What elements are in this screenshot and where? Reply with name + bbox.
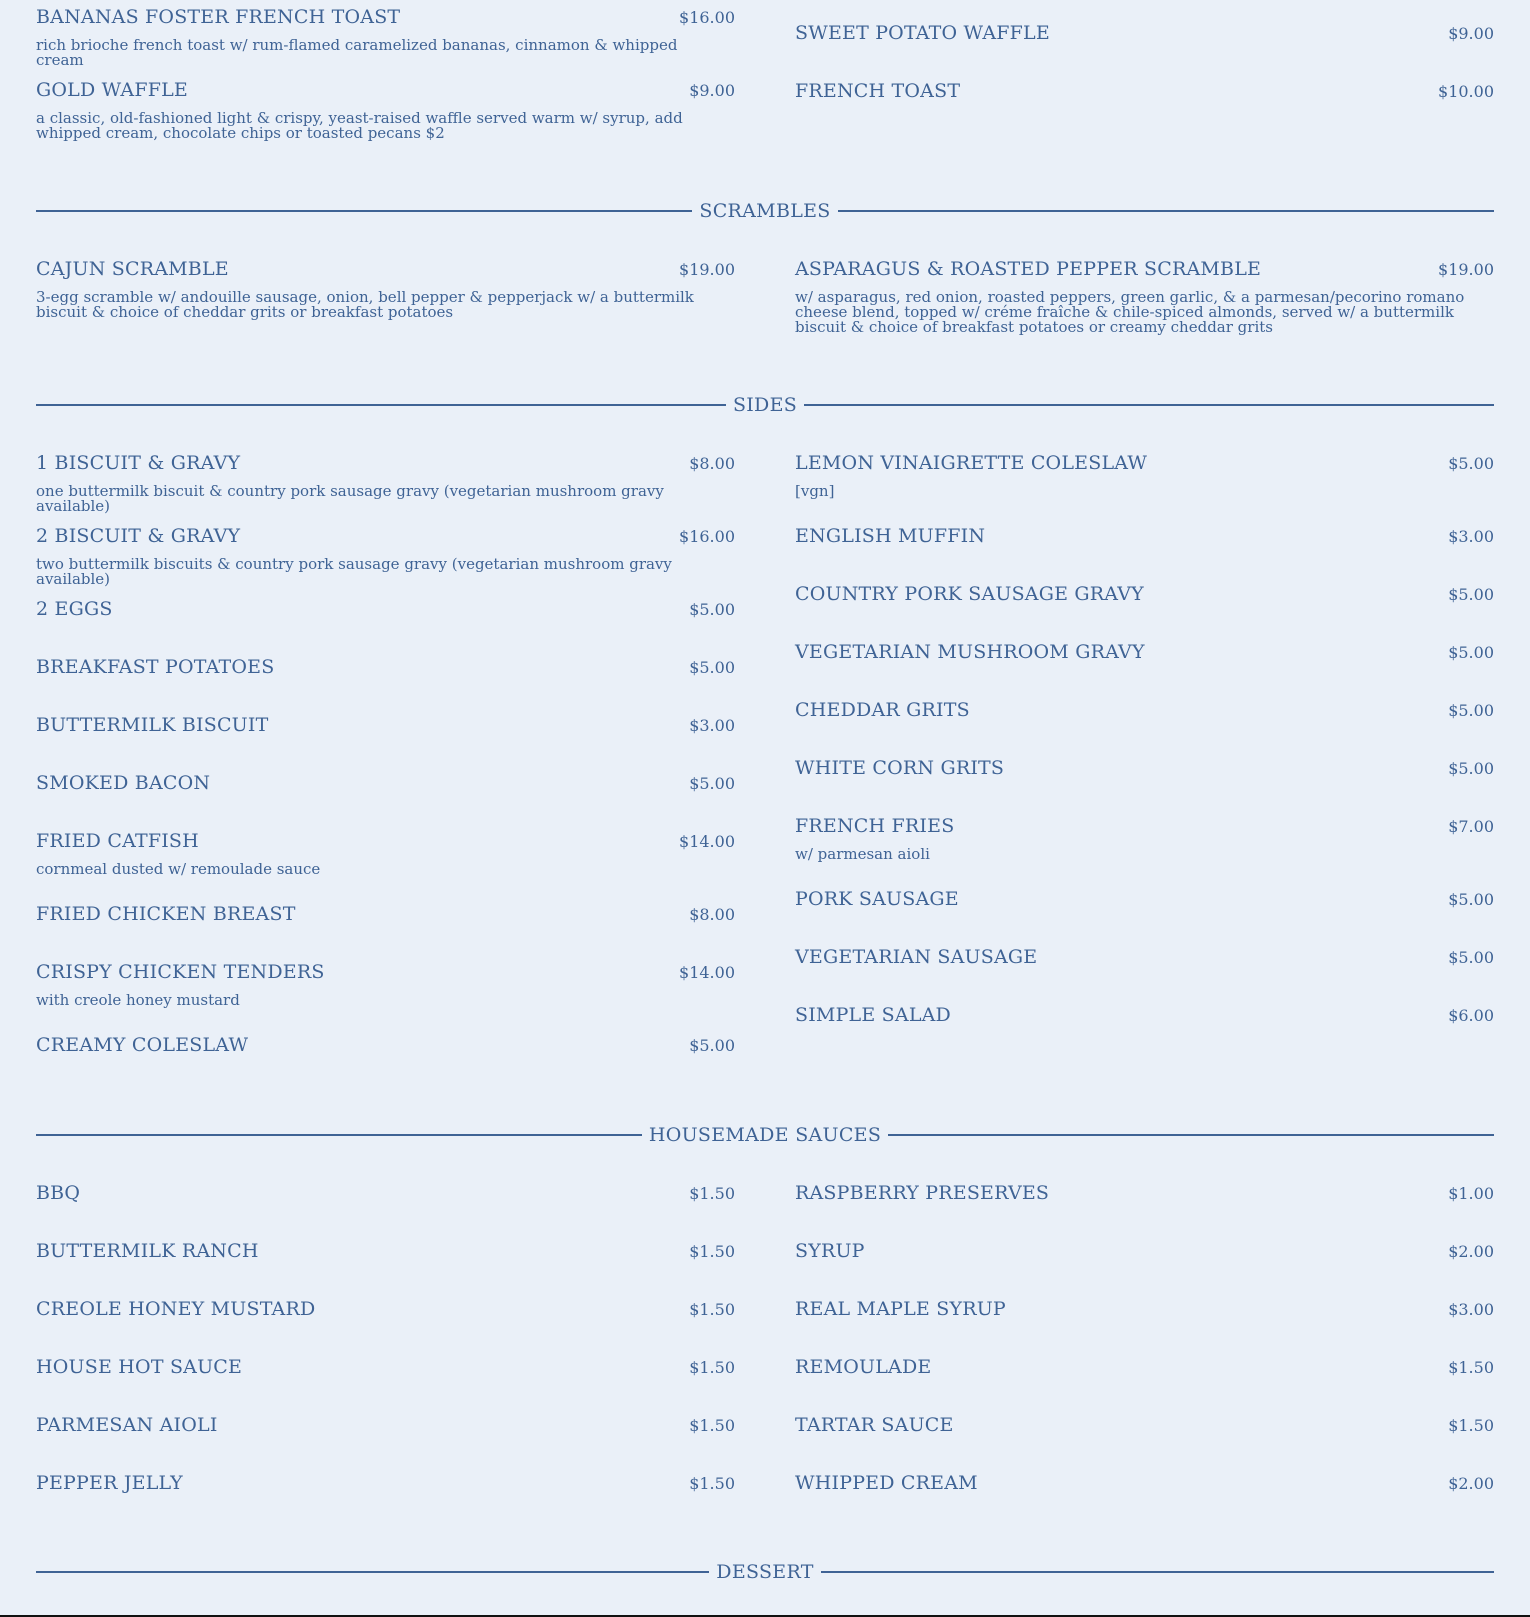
menu-item-price: $1.50 (689, 1184, 735, 1203)
divider-line (36, 404, 726, 406)
menu-item-price: $8.00 (689, 454, 735, 473)
menu-item-header (36, 1238, 735, 1265)
menu-item-name: REAL MAPLE SYRUP (795, 1298, 1006, 1320)
menu-item (36, 450, 735, 523)
menu-item-name: BBQ (36, 1182, 81, 1204)
menu-item (795, 1412, 1494, 1470)
menu-item-name: CRISPY CHICKEN TENDERS (36, 961, 325, 983)
menu-item-price: $5.00 (689, 600, 735, 619)
section-title: HOUSEMADE SAUCES (648, 1124, 882, 1146)
scrambles-section (36, 256, 1494, 359)
menu-item-name: TARTAR SAUCE (795, 1414, 954, 1436)
menu-item-header (795, 1238, 1494, 1265)
menu-item-name: ENGLISH MUFFIN (795, 525, 986, 547)
menu-item-header (36, 1032, 735, 1059)
menu-item-price: $1.00 (1448, 1184, 1494, 1203)
menu-item-name: SIMPLE SALAD (795, 1004, 951, 1026)
menu-item-header (36, 1180, 735, 1207)
menu-item-header (36, 770, 735, 797)
menu-item-price: $5.00 (1448, 701, 1494, 720)
menu-item-name: BANANAS FOSTER FRENCH TOAST (36, 6, 401, 28)
menu-item-name: GOLD WAFFLE (36, 79, 189, 101)
menu-item-name: COUNTRY PORK SAUSAGE GRAVY (795, 583, 1144, 605)
menu-item (795, 1354, 1494, 1412)
menu-item-header (36, 256, 735, 283)
section-title: SCRAMBLES (699, 200, 831, 222)
menu-item (36, 256, 735, 359)
divider-line (36, 1134, 642, 1136)
menu-item (795, 1180, 1494, 1238)
menu-item-name: WHIPPED CREAM (795, 1472, 978, 1494)
sauces-section (36, 1180, 1494, 1528)
menu-item-name: SWEET POTATO WAFFLE (795, 22, 1050, 44)
menu-item (795, 450, 1494, 523)
menu-item-description: a classic, old-fashioned light & crispy, yeast-raised waffle served warm w/ syrup, add whipped cream, chocolate chips or toasted pecans $2 (36, 109, 683, 142)
sides-right-column (795, 450, 1494, 1090)
menu-item-price: $14.00 (679, 963, 735, 982)
menu-item-name: PORK SAUSAGE (795, 888, 959, 910)
menu-item (795, 813, 1494, 886)
menu-item-name: 2 BISCUIT & GRAVY (36, 525, 241, 547)
menu-item-price: $2.00 (1448, 1474, 1494, 1493)
divider-line (838, 210, 1494, 212)
menu-item-name: BUTTERMILK BISCUIT (36, 714, 269, 736)
menu-item-price: $9.00 (689, 81, 735, 100)
menu-item-price: $8.00 (689, 905, 735, 924)
menu-item-header (795, 886, 1494, 913)
menu-item-description: rich brioche french toast w/ rum-flamed caramelized bananas, cinnamon & whipped cream (36, 36, 678, 69)
menu-item-name: FRENCH TOAST (795, 80, 961, 102)
menu-item-header (795, 581, 1494, 608)
menu-item-price: $16.00 (679, 527, 735, 546)
menu-item (795, 1002, 1494, 1060)
menu-item-name: BUTTERMILK RANCH (36, 1240, 259, 1262)
menu-item-price: $5.00 (1448, 948, 1494, 967)
menu-item (36, 4, 735, 77)
section-header-sauces (36, 1124, 1494, 1146)
divider-line (36, 210, 692, 212)
menu-item-header (36, 1296, 735, 1323)
menu-item (36, 712, 735, 770)
menu-item (795, 20, 1494, 78)
menu-item-name: BREAKFAST POTATOES (36, 656, 275, 678)
menu-item (36, 596, 735, 654)
menu-item (795, 1470, 1494, 1528)
menu-item-price: $1.50 (689, 1474, 735, 1493)
top-right-column (795, 0, 1494, 180)
menu-item-header (36, 77, 735, 104)
menu-item (36, 1032, 735, 1090)
divider-line (821, 1571, 1494, 1573)
menu-item-header (36, 828, 735, 855)
menu-item (36, 1238, 735, 1296)
menu-item (795, 755, 1494, 813)
menu-item-description: [vgn] (795, 482, 835, 500)
menu-item-price: $7.00 (1448, 817, 1494, 836)
menu-item (795, 886, 1494, 944)
menu-item-header (36, 1470, 735, 1497)
menu-item (795, 78, 1494, 136)
menu-item-name: VEGETARIAN MUSHROOM GRAVY (795, 641, 1145, 663)
menu-item (36, 1180, 735, 1238)
menu-item (36, 828, 735, 901)
section-header-sides (36, 394, 1494, 416)
menu-item-price: $5.00 (689, 1036, 735, 1055)
menu-item-header (795, 1296, 1494, 1323)
menu-item-header (795, 1002, 1494, 1029)
menu-item-price: $1.50 (1448, 1416, 1494, 1435)
menu-item-header (36, 596, 735, 623)
menu-item (36, 901, 735, 959)
menu-item-name: 2 EGGS (36, 598, 113, 620)
menu-item-price: $1.50 (689, 1242, 735, 1261)
menu-item-name: FRIED CHICKEN BREAST (36, 903, 296, 925)
menu-item-description: one buttermilk biscuit & country pork sausage gravy (vegetarian mushroom gravy available) (36, 482, 664, 515)
divider-line (36, 1571, 709, 1573)
menu-item-price: $1.50 (689, 1300, 735, 1319)
menu-item-header (36, 654, 735, 681)
menu-item-name: WHITE CORN GRITS (795, 757, 1005, 779)
menu-item-header (795, 20, 1494, 47)
menu-item-price: $1.50 (689, 1358, 735, 1377)
menu-item-name: FRENCH FRIES (795, 815, 955, 837)
menu-item-description: cornmeal dusted w/ remoulade sauce (36, 860, 321, 878)
menu-item-header (36, 1412, 735, 1439)
menu-item-description: 3-egg scramble w/ andouille sausage, onion, bell pepper & pepperjack w/ a buttermilk biscuit & choice of cheddar grits or breakfast potatoes (36, 288, 694, 321)
menu-item-header (36, 1354, 735, 1381)
top-left-column (36, 0, 735, 180)
menu-item-name: RASPBERRY PRESERVES (795, 1182, 1050, 1204)
menu-item (795, 697, 1494, 755)
menu-item-name: CAJUN SCRAMBLE (36, 258, 229, 280)
menu-item-header (36, 450, 735, 477)
menu-item-name: HOUSE HOT SAUCE (36, 1356, 243, 1378)
divider-line (804, 404, 1494, 406)
menu-item-name: 1 BISCUIT & GRAVY (36, 452, 241, 474)
section-header-scrambles (36, 200, 1494, 222)
menu-item (36, 654, 735, 712)
menu-item-header (795, 1412, 1494, 1439)
menu-item-price: $14.00 (679, 832, 735, 851)
menu-item-description: with creole honey mustard (36, 991, 240, 1009)
menu-item (36, 770, 735, 828)
menu-item-name: FRIED CATFISH (36, 830, 199, 852)
menu-item-header (795, 1470, 1494, 1497)
menu-item-header (795, 256, 1494, 283)
menu-item-price: $5.00 (1448, 759, 1494, 778)
menu-item-price: $5.00 (689, 774, 735, 793)
menu-item-name: PARMESAN AIOLI (36, 1414, 218, 1436)
sauces-right-column (795, 1180, 1494, 1528)
menu-item (36, 1412, 735, 1470)
section-title: SIDES (732, 394, 798, 416)
menu-item (36, 1470, 735, 1528)
menu-item-price: $5.00 (1448, 585, 1494, 604)
divider-line (888, 1134, 1494, 1136)
menu-item-price: $16.00 (679, 8, 735, 27)
menu-item (795, 1296, 1494, 1354)
menu-item (36, 77, 735, 180)
menu-item-name: CREAMY COLESLAW (36, 1034, 249, 1056)
menu-item-price: $5.00 (689, 658, 735, 677)
menu-item-price: $1.50 (689, 1416, 735, 1435)
menu-item-price: $3.00 (1448, 527, 1494, 546)
menu-item-header (795, 1354, 1494, 1381)
menu-item-description: w/ parmesan aioli (795, 845, 930, 863)
menu-item-price: $19.00 (679, 260, 735, 279)
menu-item (36, 1354, 735, 1412)
menu-item-header (795, 78, 1494, 105)
menu-item (36, 1296, 735, 1354)
menu-item-header (36, 959, 735, 986)
menu-item-header (795, 523, 1494, 550)
menu-item-header (795, 697, 1494, 724)
sauces-left-column (36, 1180, 735, 1528)
menu-item-header (795, 813, 1494, 840)
menu-item-price: $5.00 (1448, 454, 1494, 473)
menu-item-name: CHEDDAR GRITS (795, 699, 970, 721)
menu-item-name: VEGETARIAN SAUSAGE (795, 946, 1038, 968)
scrambles-left-column (36, 256, 735, 359)
menu-item-name: PEPPER JELLY (36, 1472, 183, 1494)
section-title: DESSERT (716, 1561, 814, 1583)
sides-section (36, 450, 1494, 1090)
menu-item (795, 639, 1494, 697)
menu-item (795, 1238, 1494, 1296)
menu-item-description: w/ asparagus, red onion, roasted peppers, green garlic, & a parmesan/pecorino romano cheese blend, topped w/ créme fraîche & chile-spiced almonds, served w/ a buttermilk biscuit & choice of breakfast potatoes or creamy cheddar grits (795, 288, 1465, 336)
menu-item-header (795, 944, 1494, 971)
menu-item-name: SMOKED BACON (36, 772, 211, 794)
menu-item (36, 959, 735, 1032)
menu-item-header (36, 523, 735, 550)
menu-item-price: $6.00 (1448, 1006, 1494, 1025)
menu-item-header (36, 712, 735, 739)
menu-item-header (795, 639, 1494, 666)
menu-item (795, 944, 1494, 1002)
section-header-dessert (36, 1561, 1494, 1583)
menu-item-name: LEMON VINAIGRETTE COLESLAW (795, 452, 1148, 474)
menu-item-price: $2.00 (1448, 1242, 1494, 1261)
menu-item-price: $3.00 (689, 716, 735, 735)
menu-item-description: two buttermilk biscuits & country pork sausage gravy (vegetarian mushroom gravy available) (36, 555, 672, 588)
menu-item-price: $5.00 (1448, 643, 1494, 662)
menu-item-price: $9.00 (1448, 24, 1494, 43)
sides-left-column (36, 450, 735, 1090)
menu-item (795, 256, 1494, 359)
menu-item-price: $3.00 (1448, 1300, 1494, 1319)
scrambles-right-column (795, 256, 1494, 359)
menu-item (795, 523, 1494, 581)
menu-item-name: ASPARAGUS & ROASTED PEPPER SCRAMBLE (795, 258, 1262, 280)
menu-item-header (795, 1180, 1494, 1207)
menu-item-name: SYRUP (795, 1240, 865, 1262)
menu-item-price: $5.00 (1448, 890, 1494, 909)
menu-item-header (36, 901, 735, 928)
menu-item (36, 523, 735, 596)
menu-item-header (795, 450, 1494, 477)
menu-item (795, 581, 1494, 639)
menu-item-price: $10.00 (1438, 82, 1494, 101)
menu-item-price: $19.00 (1438, 260, 1494, 279)
menu-item-name: REMOULADE (795, 1356, 932, 1378)
menu-item-name: CREOLE HONEY MUSTARD (36, 1298, 316, 1320)
menu-item-price: $1.50 (1448, 1358, 1494, 1377)
waffles-continued (36, 0, 1494, 180)
menu-item-header (795, 755, 1494, 782)
menu-item-header (36, 4, 735, 31)
